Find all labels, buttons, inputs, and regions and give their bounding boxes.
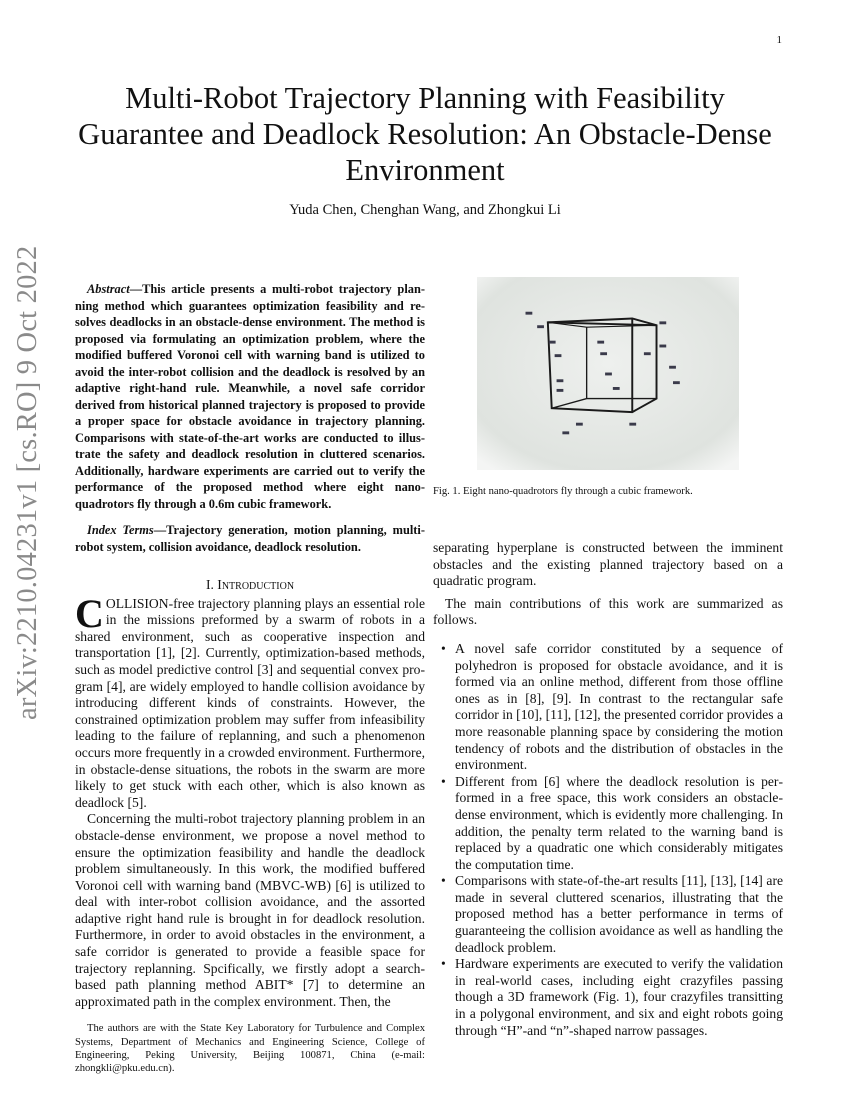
contribution-item: • A novel safe corridor constituted by a sequence of polyhedron is proposed for obstacle avoidance, and it is formed via an online method, different from those offline ones as in [8], [9]. In contrast to the rectangular safe corridor in [10], [11], [12], the presented corridor provides a more reasonable planning space by considering the motion tendency of robots and the distribution of obstacles in the environment. bbox=[455, 641, 783, 774]
quadrotor-marker bbox=[597, 341, 604, 344]
contribution-item: • Different from [6] where the deadlock resolution is performed in a free space, this work considers an obstacle-dense environment, which is evidently more challenging. In addition, the penalty term related to the warning band is replaced by a quadratic one which considerably mitigates the computation time. bbox=[455, 774, 783, 874]
contribution-item: • Hardware experiments are executed to verify the validation in real-world cases, including eight crazyfiles passing though a 3D framework (Fig. 1), four crazyfiles transitting in a polygonal environment, and six and eight robots going through “H”-and “n”-shaped narrow passages. bbox=[455, 956, 783, 1039]
intro-paragraph-3: separating hyperplane is constructed between the imminent obstacles and the existing planned trajectory based on a quadratic program. bbox=[433, 540, 783, 589]
quadrotor-marker bbox=[576, 423, 583, 426]
drop-cap: C bbox=[75, 590, 104, 636]
index-terms-text: —Trajectory generation, motion planning, multi-robot system, collision avoidance, deadlock resolution. bbox=[75, 523, 425, 554]
index-terms-label: Index Terms bbox=[87, 523, 154, 537]
abstract-text: —This article presents a multi-robot trajectory planning method which guarantees optimization feasibility and resolves deadlocks in an obstacle-dense environment. The method is proposed via formulating an optimization problem, where the modified buffered Voronoi cell with warning band is utilized to avoid the inter-robot collision and the deadlock is resolved by an adaptive right-hand rule. Meanwhile, a novel safe corridor derived from historical planned trajectory is proposed to provide a proper space for obstacle avoidance in trajectory planning. Comparisons with state-of-the-art works are conducted to illustrate the safety and deadlock resolution in cluttered scenarios. Additionally, hardware experiments are carried out to verify the performance of the proposed method where eight nano-quadrotors fly through a 0.6m cubic framework. bbox=[75, 282, 425, 511]
quadrotor-marker bbox=[557, 389, 564, 392]
authors: Yuda Chen, Chenghan Wang, and Zhongkui Li bbox=[289, 202, 561, 218]
quadrotor-marker bbox=[659, 321, 666, 324]
footnote: The authors are with the State Key Laboratory for Turbulence and Complex Systems, Department of Mechanics and Engineering Science, College of Engineering, Peking University, Beijing 100871, China (e-mail: zhongkli@pku.edu.cn). bbox=[75, 1023, 425, 1075]
left-column bbox=[75, 281, 425, 1075]
quadrotor-marker bbox=[600, 352, 607, 355]
quadrotor-marker bbox=[644, 352, 651, 355]
quadrotor-marker bbox=[549, 341, 556, 344]
figure-photo bbox=[477, 277, 739, 470]
quadrotor-marker bbox=[526, 312, 533, 315]
right-column bbox=[433, 540, 783, 1039]
quadrotor-marker bbox=[613, 387, 620, 390]
arxiv-stamp: arXiv:2210.04231v1 [cs.RO] 9 Oct 2022 bbox=[12, 245, 43, 720]
quadrotor-marker bbox=[562, 431, 569, 434]
quadrotor-marker bbox=[629, 423, 636, 426]
section-title: Introduction bbox=[217, 577, 295, 592]
section-heading bbox=[75, 577, 425, 594]
abstract-label: Abstract bbox=[87, 282, 130, 296]
abstract bbox=[75, 281, 425, 512]
quadrotor-marker bbox=[669, 366, 676, 369]
quadrotor-marker bbox=[673, 381, 680, 384]
quadrotor-marker bbox=[557, 379, 564, 382]
quadrotor-marker bbox=[659, 345, 666, 348]
intro-paragraph-2: Concerning the multi-robot trajectory planning problem in an obstacle-dense environment, we propose a novel method to ensure the optimization feasibility and handle the deadlock problem simultaneously. In this work, the modified buffered Voronoi cell with warning band (MBVC-WB) [6] is utilized to deal with inter-robot collision avoidance, and the assorted adaptive right hand rule is brought in for deadlock resolution. Furthermore, in order to avoid obstacles in the environment, a safe corridor is generated to provide a feasible space for trajectory replanning. Spcifically, we firstly adopt a search-based path planning method ABIT* [7] to determine an approximated path in the complex environment. Then, the bbox=[75, 811, 425, 1009]
quadrotor-marker bbox=[537, 325, 544, 328]
index-terms bbox=[75, 522, 425, 555]
paper-title: Multi-Robot Trajectory Planning with Feasibility Guarantee and Deadlock Resolution: An Obstacle-Dense Environment bbox=[78, 81, 772, 187]
quadrotor-marker bbox=[555, 354, 562, 357]
contribution-item: • Comparisons with state-of-the-art results [11], [13], [14] are made in several cluttered scenarios, illustrating that the proposed method has a better performance in terms of guaranteeing the collision avoidance as well as handling the deadlock problem. bbox=[455, 873, 783, 956]
intro-paragraph-4: The main contributions of this work are summarized as follows. bbox=[433, 595, 783, 628]
cube-framework-photo bbox=[477, 277, 739, 470]
section-number: I. bbox=[205, 577, 214, 592]
page-number: 1 bbox=[776, 34, 782, 46]
intro-paragraph-1-text: OLLISION-free trajectory planning plays an essential role in the missions preformed by a swarm of robots in a shared environment, such as cooperative inspection and transportation [1], [2]. Currently, optimization-based methods, such as model predictive control [3] and sequential convex program [4], are widely employed to handle collision avoidance by introducing different kinds of constraints. However, the constrained optimization problem may suffer from infeasibility leading to the failure of replanning, and such a phenomenon occurs more frequently in a crowded environment. Furthermore, in obstacle-dense situations, the robots in the swarm are more likely to get stuck with each other, which is also known as deadlock [5]. bbox=[75, 595, 425, 810]
intro-paragraph-1 bbox=[75, 590, 425, 812]
figure-caption: Fig. 1. Eight nano-quadrotors fly through a cubic framework. bbox=[433, 486, 693, 497]
contributions-list bbox=[433, 641, 783, 1039]
quadrotor-marker bbox=[605, 373, 612, 376]
